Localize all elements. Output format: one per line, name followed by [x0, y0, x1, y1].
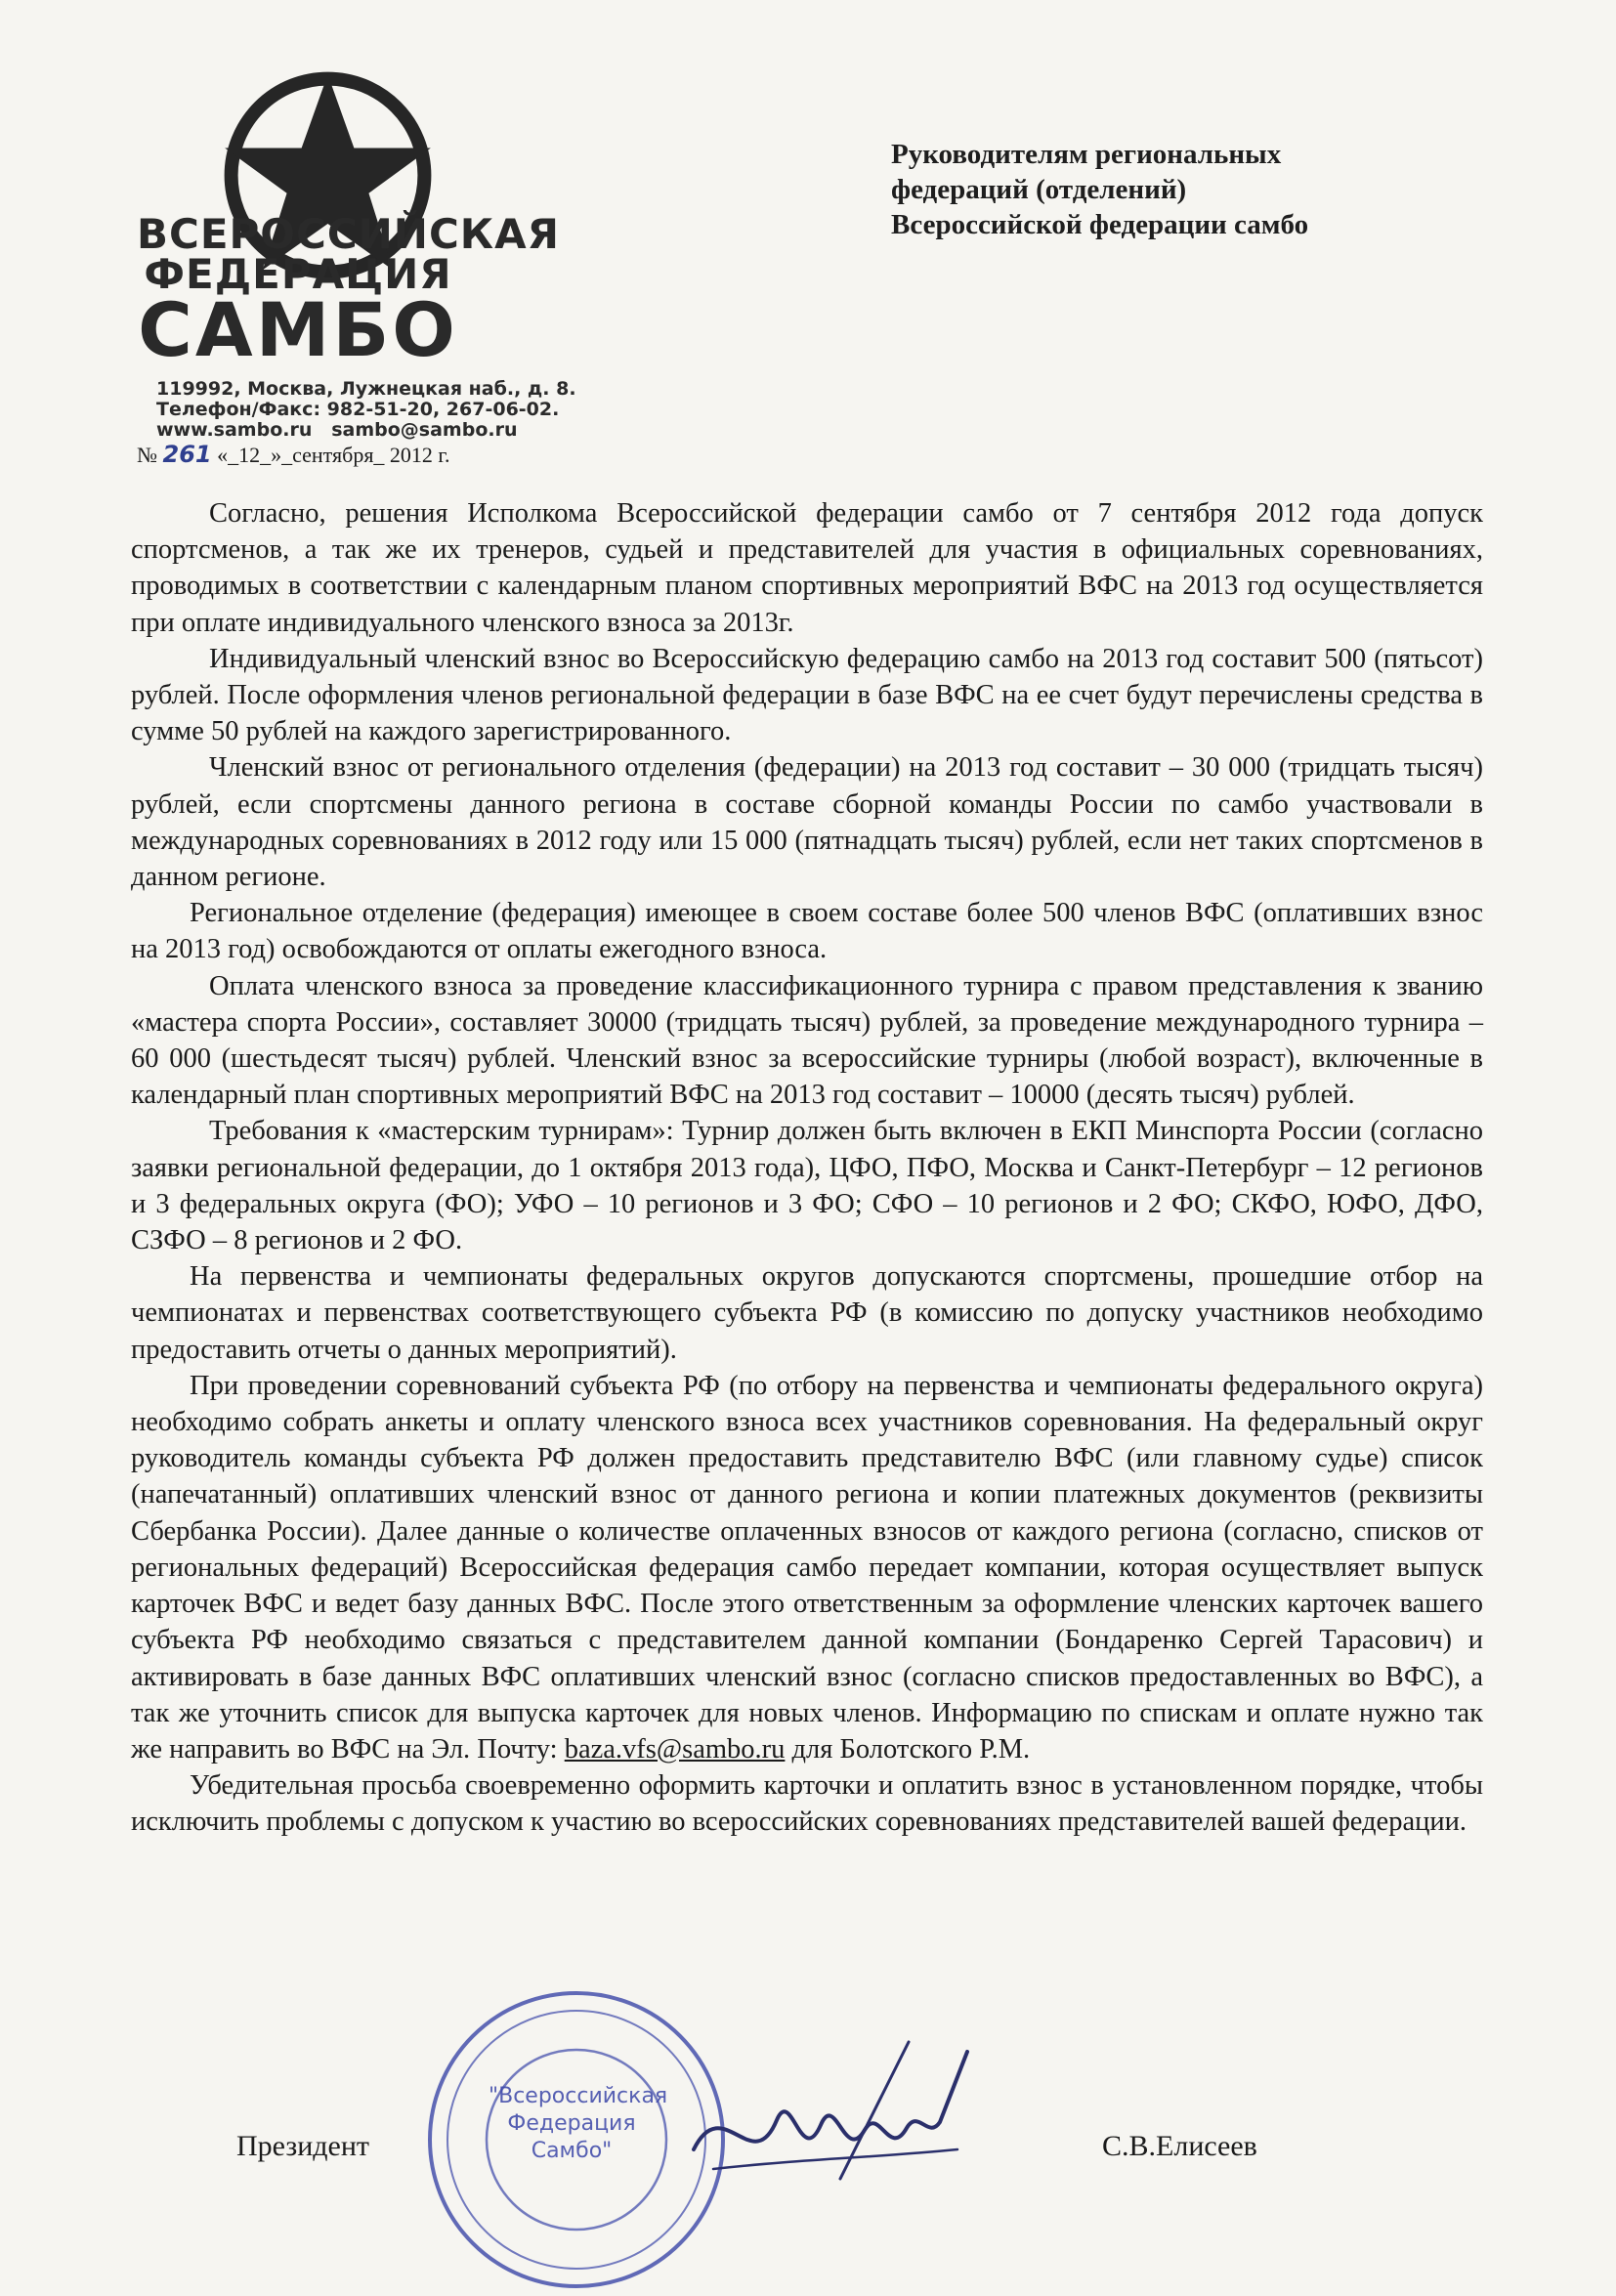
- stamp-text: "Всероссийская Федерация Самбо": [489, 2084, 668, 2163]
- addressee-line3: Всероссийской федерации самбо: [891, 209, 1309, 240]
- address: 119992, Москва, Лужнецкая наб., д. 8.: [156, 378, 576, 400]
- paragraph: Требования к «мастерским турнирам»: Турнир должен быть включен в ЕКП Минспорта России (согласно заявки региональной федерации, до 1 октября 2013 года), ЦФО, ПФО, Москва и Санкт-Петербург – 12 регионов и 3 федеральных округа (ФО); УФО – 10 регионов и 3 ФО; СФО – 10 регионов и 2 ФО; СКФО, ЮФО, ДФО, СЗФО – 8 регионов и 2 ФО.: [131, 1116, 1483, 1256]
- paragraph: Региональное отделение (федерация) имеющее в своем составе более 500 членов ВФС (оплативших взнос на 2013 год) освобождаются от оплаты ежегодного взноса.: [131, 898, 1483, 965]
- reg-date: «_12_»_сентября_ 2012 г.: [217, 443, 450, 467]
- paragraph-text: При проведении соревнований субъекта РФ (по отбору на первенства и чемпионаты федерального округа) необходимо собрать анкеты и оплату членского взноса всех участников соревнования. На федеральный округ руководитель команды субъекта РФ должен предоставить представителю ВФС (или главному судье) список (напечатанный) оплативших членский взнос от данного региона и копии платежных документов (реквизиты Сбербанка России). Далее данные о количестве оплаченных взносов от каждого региона (согласно, списков от региональных федераций) Всероссийская федерация самбо передает компании, которая осуществляет выпуск карточек ВФС и ведет базу данных ВФС. После этого ответственным за оформление членских карточек вашего субъекта РФ необходимо связаться с представителем данной компании (Бондаренко Сергей Тарасович) и активировать в базе данных ВФС оплативших членский взнос (согласно списков предоставленных во ВФС), а так же уточнить список для выпуска карточек для новых членов. Информацию по спискам и оплате нужно так же направить во ВФС на Эл. Почту:: [131, 1370, 1483, 1765]
- signatory-title: Президент: [236, 2130, 369, 2162]
- reg-number: 261: [162, 441, 212, 468]
- email-link[interactable]: sambo@sambo.ru: [331, 419, 518, 441]
- database-email-link[interactable]: baza.vfs@sambo.ru: [564, 1733, 786, 1765]
- addressee-line1: Руководителям региональных: [891, 139, 1282, 170]
- letterhead-contacts: [156, 378, 576, 441]
- org-name-line2: ФЕДЕРАЦИЯ: [144, 250, 452, 298]
- paragraph: Оплата членского взноса за проведение классификационного турнира с правом представления к званию «мастера спорта России», составляет 30000 (тридцать тысяч) рублей, за проведение международного турнира – 60 000 (шестьдесят тысяч) рублей. Членский взнос за всероссийские турниры (любой возраст), включенные в календарный план спортивных мероприятий ВФС на 2013 год составит – 10000 (десять тысяч) рублей.: [131, 970, 1483, 1111]
- addressee-line2: федераций (отделений): [891, 174, 1187, 205]
- org-name-line1: ВСЕРОССИЙСКАЯ: [137, 210, 560, 258]
- handwritten-signature: [684, 2032, 977, 2228]
- signatory-name: С.В.Елисеев: [1102, 2130, 1257, 2162]
- paragraph: Согласно, решения Исполкома Всероссийской федерации самбо от 7 сентября 2012 года допуск спортсменов, а так же их тренеров, судьей и представителей для участия в официальных соревнованиях, проводимых в соответствии с календарным планом спортивных мероприятий ВФС на 2013 год осуществляется при оплате индивидуального членского взноса за 2013г.: [131, 498, 1483, 638]
- letter-body: [131, 495, 1483, 1841]
- web-and-email: [156, 420, 567, 441]
- paragraph: На первенства и чемпионаты федеральных округов допускаются спортсмены, прошедшие отбор на чемпионатах и первенствах соответствующего субъекта РФ (в комиссию по допуску участников необходимо предоставить отчеты о данных мероприятий).: [131, 1261, 1483, 1365]
- registration-line: [137, 441, 449, 468]
- paragraph-text: для Болотского Р.М.: [785, 1733, 1031, 1765]
- website-link[interactable]: www.sambo.ru: [156, 419, 313, 441]
- paragraph: Убедительная просьба своевременно оформить карточки и оплатить взнос в установленном порядке, чтобы исключить проблемы с допуском к участию во всероссийских соревнованиях представителей вашей федерации.: [131, 1770, 1483, 1838]
- org-name-line3: САМБО: [138, 286, 458, 373]
- phone: Телефон/Факс: 982-51-20, 267-06-02.: [156, 399, 560, 420]
- paragraph: [131, 1368, 1483, 1767]
- paragraph: Членский взнос от регионального отделения (федерации) на 2013 год составит – 30 000 (тридцать тысяч) рублей, если спортсмены данного региона в составе сборной команды России по самбо участвовали в международных соревнованиях в 2012 году или 15 000 (пятнадцать тысяч) рублей, если нет таких спортсменов в данном регионе.: [131, 752, 1483, 893]
- reg-prefix: №: [137, 443, 157, 467]
- paragraph: Индивидуальный членский взнос во Всероссийскую федерацию самбо на 2013 год составит 500 (пятьсот) рублей. После оформления членов региональной федерации в базе ВФС на ее счет будут перечислены средства в сумме 50 рублей на каждого зарегистрированного.: [131, 643, 1483, 747]
- addressee: [891, 137, 1497, 242]
